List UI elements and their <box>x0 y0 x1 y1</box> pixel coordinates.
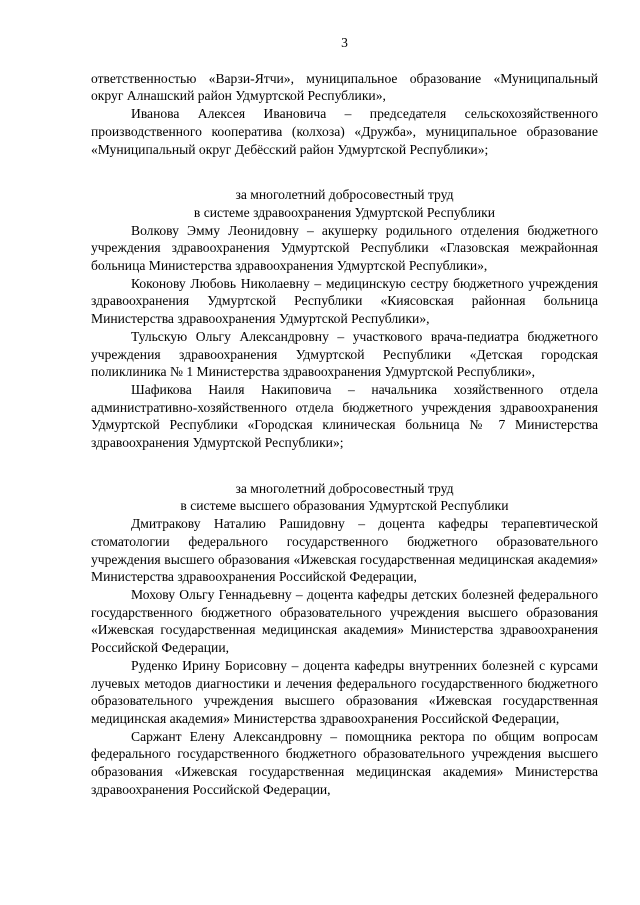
section-heading-healthcare <box>91 186 598 221</box>
intro-paragraph-1: ответственностью «Варзи-Ятчи», муниципальное образование «Муниципальный округ Алнашский район Удмуртской Республики», <box>91 70 598 104</box>
section-heading-higher-education <box>91 480 598 515</box>
intro-paragraph-2: Иванова Алексея Ивановича – председателя сельскохозяйственного производственного кооператива (колхоза) «Дружба», муниципальное образование «Муниципальный округ Дебёсский район Удмуртской Республики»; <box>91 106 598 157</box>
award-entry: Коконову Любовь Николаевну – медицинскую сестру бюджетного учреждения здравоохранения Удмуртской Республики «Киясовская районная больница Министерства здравоохранения Удмуртской Республики», <box>91 275 598 327</box>
section-heading-line: в системе высшего образования Удмуртской Республики <box>180 498 509 514</box>
section-heading-line: в системе здравоохранения Удмуртской Республики <box>193 204 496 220</box>
award-entry: Руденко Ирину Борисовну – доцента кафедры внутренних болезней с курсами лучевых методов диагностики и лечения федерального государственного бюджетного образовательного учреждения высшего образования «Ижевская государственная медицинская академия» Министерства здравоохранения Российской Федерации, <box>91 657 598 726</box>
section-heading-line: за многолетний добросовестный труд <box>235 480 454 496</box>
award-entry: Шафикова Наиля Накиповича – начальника хозяйственного отдела административно-хозяйственного отдела бюджетного учреждения здравоохранения Удмуртской Республики «Городская клиническая больница № 7 Министерства здравоохранения Удмуртской Республики»; <box>91 381 598 451</box>
award-entry: Тульскую Ольгу Александровну – участкового врача-педиатра бюджетного учреждения здравоохранения Удмуртской Республики «Детская городская поликлиника № 1 Министерства здравоохранения Удмуртской Республики», <box>91 328 598 380</box>
section-heading-line: за многолетний добросовестный труд <box>235 187 454 203</box>
award-entry: Мохову Ольгу Геннадьевну – доцента кафедры детских болезней федерального государственного бюджетного образовательного учреждения высшего образования «Ижевская государственная медицинская академия» Министерства здравоохранения Российской Федерации, <box>91 586 598 656</box>
award-entry: Дмитракову Наталию Рашидовну – доцента кафедры терапевтической стоматологии федерального государственного бюджетного образовательного учреждения высшего образования «Ижевская государственная медицинская академия» Министерства здравоохранения Российской Федерации, <box>91 516 598 585</box>
award-entry: Саржант Елену Александровну – помощника ректора по общим вопросам федерального государственного бюджетного образовательного учреждения высшего образования «Ижевская государственная медицинская академия» Министерства здравоохранения Российской Федерации, <box>91 728 598 797</box>
award-entry: Волкову Эмму Леонидовну – акушерку родильного отделения бюджетного учреждения здравоохранения Удмуртской Республики «Глазовская межрайонная больница Министерства здравоохранения Удмуртской Республики», <box>91 222 598 274</box>
page-number: 3 <box>341 35 348 50</box>
